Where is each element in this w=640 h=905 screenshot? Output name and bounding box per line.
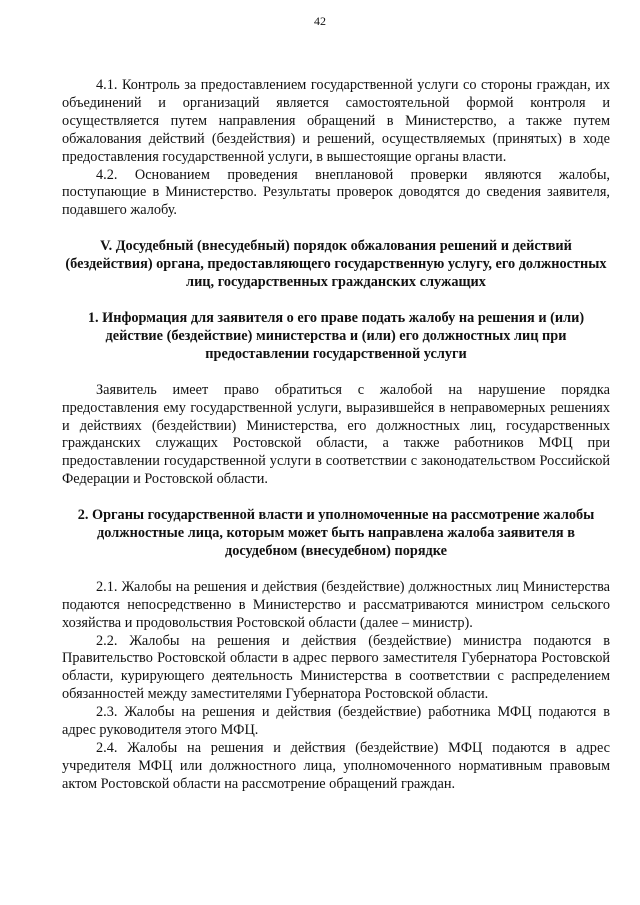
section-v-heading: V. Досудебный (внесудебный) порядок обжалования решений и действий (бездействия) органа, предоставляющего государственную услугу, его должностных лиц, государственных гражданских служащих <box>65 238 607 291</box>
paragraph-2-1: 2.1. Жалобы на решения и действия (бездействие) должностных лиц Министерства подаются непосредственно в Министерство и рассматриваются министром сельского хозяйства и продовольствия Ростовской области (далее – министр). <box>62 578 610 631</box>
subsection-2-heading: 2. Органы государственной власти и уполномоченные на рассмотрение жалобы должностные лица, которым может быть направлена жалоба заявителя в досудебном (внесудебном) порядке <box>77 507 595 559</box>
paragraph-applicant-right: Заявитель имеет право обратиться с жалобой на нарушение порядка предоставления ему государственной услуги, выразившейся в неправомерных решениях и действиях (бездействии) Министерства, его должностных лиц, государственных гражданских служащих Ростовской области, а также работников МФЦ при предоставлении государственной услуги в соответствии с законодательством Российской Федерации и Ростовской области. <box>62 381 610 488</box>
paragraph-2-3: 2.3. Жалобы на решения и действия (бездействие) работника МФЦ подаются в адрес руководителя этого МФЦ. <box>62 704 610 739</box>
page-number: 42 <box>314 14 326 28</box>
subsection-1-heading: 1. Информация для заявителя о его праве подать жалобу на решения и (или) действие (бездействие) министерства и (или) его должностных лиц при предоставлении государственной услуги <box>87 309 585 362</box>
paragraph-4-2: 4.2. Основанием проведения внеплановой проверки являются жалобы, поступающие в Министерство. Результаты проверок доводятся до сведения заявителя, подавшего жалобу. <box>62 166 610 219</box>
paragraph-4-1: 4.1. Контроль за предоставлением государственной услуги со стороны граждан, их объединений и организаций является самостоятельной формой контроля и осуществляется путем направления обращений в Министерство, а также путем обжалования действий (бездействия) и решений, осуществляемых (принятых) в ходе предоставления государственной услуги, в вышестоящие органы власти. <box>62 77 610 165</box>
page-content <box>62 77 610 794</box>
paragraph-2-2: 2.2. Жалобы на решения и действия (бездействие) министра подаются в Правительство Ростовской области в адрес первого заместителя Губернатора Ростовской области, курирующего деятельность Министерства в соответствии с распределением обязанностей между заместителями Губернатора Ростовской области. <box>62 632 610 703</box>
paragraph-2-4: 2.4. Жалобы на решения и действия (бездействие) МФЦ подаются в адрес учредителя МФЦ или должностного лица, уполномоченного нормативным правовым актом Ростовской области на рассмотрение обращений граждан. <box>62 740 610 792</box>
